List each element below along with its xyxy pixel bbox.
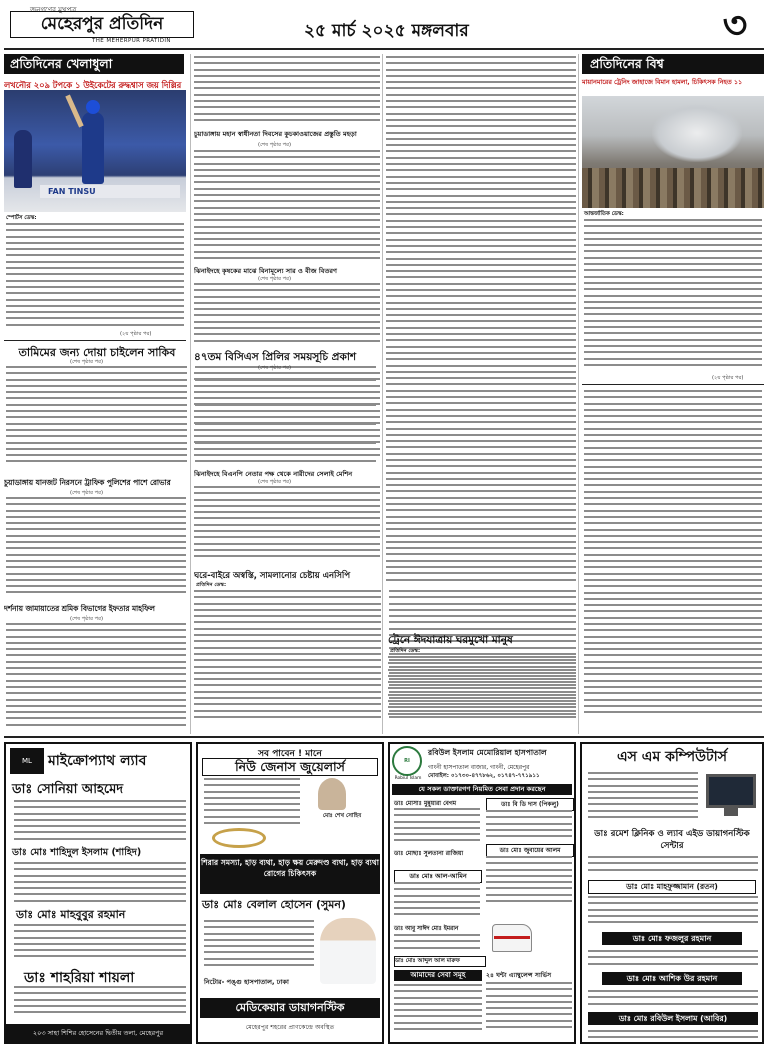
computer-ad [580,742,764,1044]
bone-doctor-photo [320,918,376,984]
eid-train-source: প্রতিদিন ডেস্ক: [390,648,421,654]
sewing-body [194,486,380,566]
traffic-source: (শেষ পৃষ্ঠার পর) [70,490,104,496]
micropath-ad [4,742,192,1044]
hospital-phone: মোবাইল: ০১৭৩০-৪৭৭৮৬২, ০১৭৪৭-৭৭১৯১১ [428,773,540,779]
sports-section-header: প্রতিদিনের খেলাধুলা [4,54,184,74]
micropath-doctor-3-details [14,924,186,964]
traffic-headline: চুয়াডাঙ্গায় যানজট নিরসনে ট্রাফিক পুলিশের পাশে রোভার [4,478,171,487]
world-section-header: প্রতিদিনের বিশ্ব [582,54,764,74]
micropath-doctor-4-details [14,986,186,1020]
micropath-doctor-1-details [14,800,186,844]
hospital-ambulance-note: ২৪ ঘন্টা এ্যাম্বুলেন্স সার্ভিস [486,972,552,979]
bone-doctor-name: ডাঃ মোঃ বেলাল হোসেন (সুমন) [202,898,346,911]
col-rule-2 [382,54,383,734]
ncp-headline: ঘরে-বাইরে অস্বস্তি, সামলানোর চেষ্টায় এনসিপি [194,570,351,580]
col3-body [386,56,576,596]
page-number: ৩ [722,3,748,47]
myanmar-headline: মায়ানমারের ট্রেনিং জাহাজে বিমান হামলা, চিকিৎসক নিহত ১১ [582,78,743,86]
micropath-doctor-3: ডাঃ মোঃ মাহবুবুর রহমান [16,908,126,921]
bcs-source: (শেষ পৃষ্ঠার পর) [258,365,292,371]
independence-body [194,150,380,262]
micropath-doctor-1: ডাঃ সোনিয়া আহমেদ [12,782,124,797]
jewellers-owner-photo [318,778,346,810]
independence-headline: চুয়াডাঙ্গায় মহান স্বাধীনতা দিবসের কুচকাওয়াজের প্রস্তুতি মহড়া [194,130,357,138]
player-2 [14,130,32,188]
jewellers-subtitle: শিরার সমস্যা, হাড় ব্যথা, হাড় ক্ষয় মেরুদণ্ড ব্যথা, হাড় ব্যথা রোগের চিকিৎসক [200,854,380,894]
rubble [582,168,764,208]
eid-train-body [388,656,576,720]
col2-continuation-body [194,56,380,128]
bcs-headline: ৪৭তম বিসিএস প্রিলির সময়সূচি প্রকাশ [194,351,357,363]
hospital-address: গাংনী হাসপাতাল বাজার, গাংনী, মেহেরপুর [428,764,530,771]
sewing-headline: ঝিনাইদহে বিএনপি নেতার পক্ষ থেকে নারীদের সেলাই মেশিন [194,470,353,478]
clinic-doctor-4: ডাঃ মোঃ রবিউল ইসলাম (আবির) [588,1012,758,1025]
bone-doctor-details [204,920,314,974]
sports-lead-body [6,223,184,330]
micropath-title: মাইক্রোপ্যাথ ল্যাব [48,753,147,769]
bone-doctor-hospital: নিটোর- পঙ্গু হাসপাতাল, ঢাকা [204,978,289,986]
jewellers-ad [196,742,384,1044]
sports-box-rule [4,340,186,341]
sewing-source: (শেষ পৃষ্ঠার পর) [258,479,292,485]
clinic-title: ডাঃ রমেশ ক্লিনিক ও ল্যাব এইড ডায়াগনস্টিক সেন্টার [594,829,750,851]
medicare-center: মেডিকেয়ার ডায়াগনস্টিক [200,998,380,1018]
medicare-address: মেহেরপুর শহরের প্রাণকেন্দ্রে অবস্থিত [245,1024,335,1031]
micropath-logo: ML [10,748,44,774]
iftar-headline: দর্শনায় জামায়াতের শ্রমিক বিভাগের ইফতার মাহফিল [4,604,155,613]
independence-source: (শেষ পৃষ্ঠার পর) [258,142,292,148]
jewellers-details [204,778,300,826]
bcs-body [194,372,380,464]
eid-train-headline: ট্রেনে ঈদযাত্রায় ঘরমুখো মানুষ [388,634,513,646]
seed-headline: ঝিনাইদহে কৃষকের মাঝে বিনামূল্যে সার ও বীজ বিতরণ [194,267,338,275]
masthead [4,4,764,48]
iftar-body [6,623,186,731]
jewellery-image [212,828,266,848]
micropath-doctor-2: ডাঃ মোঃ শাহিদুল ইসলাম (শাহিদ) [12,847,142,858]
jewellers-title: নিউ জেনাস জুয়েলার্স [202,758,378,776]
hospital-doctor-6: ডাঃ আবু সাঈদ মোঃ ইমরান [394,926,459,932]
clinic-doctor-2: ডাঃ মোঃ ফজলুর রহমান [602,932,742,945]
micropath-footer: ২০৩ সাহা শিশির হোসেনের দ্বিতীয় তলা, মেহেরপুর [6,1024,190,1042]
seed-body [194,283,380,347]
bat [65,94,83,127]
col4-body [584,390,762,730]
clinic-details [588,856,758,878]
computer-monitor [706,774,756,808]
cricket-photo [4,90,186,212]
micropath-doctor-2-details [14,862,186,904]
jewellers-tagline: সব পাবেন ! মানে [258,749,322,759]
masthead-rule [4,48,764,50]
issue-date: ২৫ মার্চ ২০২৫ মঙ্গলবার [304,21,469,41]
clinic-doctor-3: ডাঃ মোঃ আশিক উর রহমান [602,972,742,985]
jewellers-owner: মোঃ শেখ সোহিব [322,813,362,819]
clinic-doctor-1: ডাঃ মোঃ মাহফুজ্জামান (রতন) [588,880,756,894]
tamim-source: (শেষ পৃষ্ঠার পর) [70,359,104,365]
hospital-ad [388,742,576,1044]
hospital-doctor-2: ডাঃ বি ডি দাস (পিকলু) [486,798,574,811]
seed-source: (শেষ পৃষ্ঠার পর) [258,276,292,282]
clinic-doctor-4-details [588,1030,758,1040]
myanmar-source: আন্তর্জাতিক ডেস্ক: [584,211,624,217]
hospital-doctor-5: ডাঃ মোঃ জুবায়ের আলম [486,844,574,857]
helmet [86,100,100,114]
world-box-rule [582,384,764,385]
clinic-doctor-2-details [588,950,758,970]
hospital-doctor-7: ডাঃ মোঃ আব্দুল আল মারুফ [394,956,486,967]
ambulance-stripe [494,936,530,939]
myanmar-continued: (২য় পৃষ্ঠার পর) [712,375,744,381]
hospital-doctor-4-details [394,882,480,922]
sports-dateline: স্পোর্টস ডেস্ক: [6,215,37,221]
myanmar-body [584,219,762,372]
hospital-specialists: যে সকল ডাক্তারগণ নিয়মিত সেবা প্রদান করছেন [392,784,572,795]
masthead-slogan: জনগণের মুখপত্র [30,6,77,14]
sports-lead-headline: লখনৌর ২০৯ টপকে ১ উইকেটের রুদ্ধশ্বাস জয় দিল্লির [4,80,182,90]
tamim-headline: তামিমের জন্য দোয়া চাইলেন সাকিব [18,346,176,359]
ads-top-rule [4,736,764,738]
hospital-doctor-1-details [394,808,480,846]
sports-lead-continued: (২য় পৃষ্ঠার পর) [120,331,152,337]
micropath-doctor-4: ডাঃ শাহরিয়া শায়লা [24,970,135,986]
clinic-doctor-3-details [588,990,758,1010]
hospital-logo-text: Robiul Islam [394,776,422,781]
computer-details [588,772,698,820]
smoke-photo [582,96,764,208]
col-rule-1 [190,54,191,734]
stadium-banner: FAN TINSU [40,185,180,198]
hospital-doctor-5-details [486,856,572,904]
computer-stand [724,808,738,816]
hospital-title: রবিউল ইসলাম মেমোরিয়াল হাসপাতাল [428,748,547,757]
newspaper-name: মেহেরপুর প্রতিদিন [10,11,194,38]
batter-figure [82,112,104,184]
iftar-source: (শেষ পৃষ্ঠার পর) [70,616,104,622]
hospital-doctor-6-details [394,934,480,954]
newspaper-name-en: THE MEHERPUR PRATIDIN [92,38,171,44]
hospital-services-title: আমাদের সেবা সমূহ [394,970,482,981]
col-rule-3 [578,54,579,734]
clinic-doctor-1-details [588,896,758,930]
smoke-cloud [652,104,742,162]
hospital-misc-details [486,982,572,1036]
ncp-source: প্রতিদিন ডেস্ক: [196,582,227,588]
traffic-body [6,497,186,601]
hospital-doctor-3: ডাঃ মোছাঃ সুলতানা রাজিয়া [394,850,464,857]
hospital-services-list [394,984,482,1036]
hospital-logo: RI [392,746,422,776]
hospital-doctor-1: ডাঃ মোসাঃ মুন্নুয়ারা বেগম [394,800,457,807]
hospital-doctor-4: ডাঃ মোঃ আল-আমিন [394,870,482,883]
computer-title: এস এম কম্পিউটার্স [617,749,727,765]
hospital-doctor-2-details [486,810,572,840]
